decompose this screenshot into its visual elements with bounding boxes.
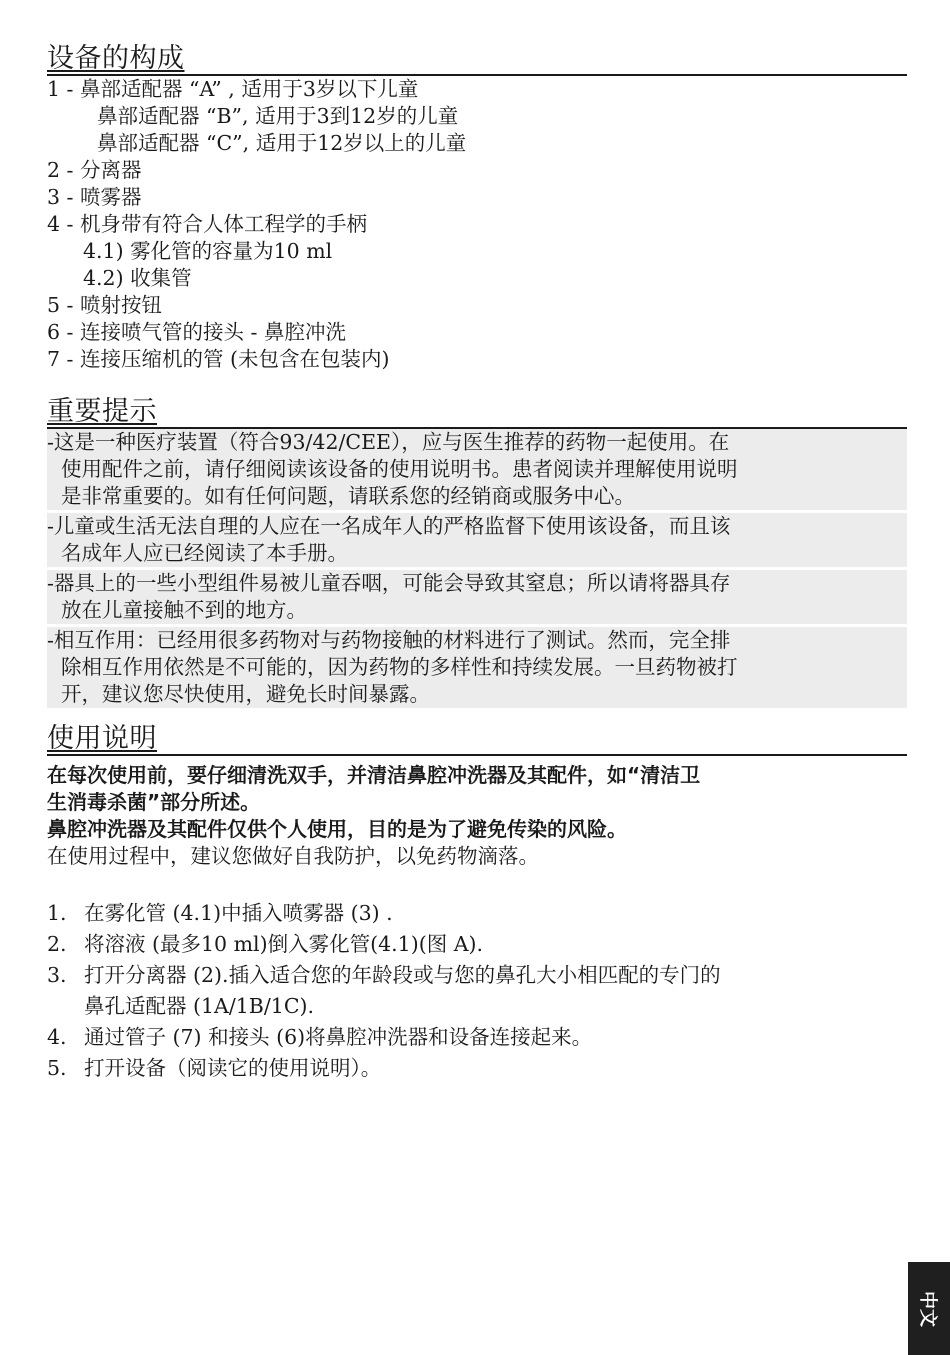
list-item: 3 - 喷雾器: [47, 185, 142, 209]
step-item: [47, 960, 907, 1022]
composition-title: 设备的构成: [47, 43, 185, 74]
language-label: 中文: [917, 1290, 938, 1327]
usage-intro: [47, 762, 907, 870]
note-line: -这是一种医疗装置（符合93/42/CEE），应与医生推荐的药物一起使用。在: [47, 430, 730, 454]
section-rule: [47, 427, 907, 429]
warning-note: [47, 570, 907, 624]
section-rule: [47, 754, 907, 756]
note-line: -器具上的一些小型组件易被儿童吞咽，可能会导致其窒息；所以请将器具存: [47, 571, 731, 595]
step-number: 1.: [47, 901, 67, 925]
note-line: -相互作用：已经用很多药物对与药物接触的材料进行了测试。然而，完全排: [47, 628, 731, 652]
plain-instruction: 在使用过程中，建议您做好自我防护，以免药物滴落。: [47, 844, 539, 868]
warnings-list: [47, 429, 907, 708]
step-item: [47, 929, 907, 960]
note-line: 是非常重要的。如有任何问题，请联系您的经销商或服务中心。: [61, 484, 635, 508]
list-item: 5 - 喷射按钮: [47, 293, 163, 317]
language-tab: [908, 1262, 950, 1355]
warning-note: [47, 429, 907, 510]
note-line: 名成年人应已经阅读了本手册。: [61, 541, 348, 565]
warning-note: [47, 513, 907, 567]
step-item: [47, 1053, 907, 1084]
list-item: 4 - 机身带有符合人体工程学的手柄: [47, 212, 368, 236]
list-item: 4.1) 雾化管的容量为10 ml: [83, 239, 333, 263]
list-item: 鼻部适配器 “C”, 适用于12岁以上的儿童: [97, 131, 467, 155]
composition-header: [47, 40, 907, 76]
manual-page: [47, 40, 907, 1084]
step-text: 在雾化管 (4.1)中插入喷雾器 (3) .: [84, 901, 393, 925]
list-item: 4.2) 收集管: [83, 266, 192, 290]
bold-instruction: 鼻腔冲洗器及其配件仅供个人使用，目的是为了避免传染的风险。: [47, 817, 627, 841]
step-text: 将溶液 (最多10 ml)倒入雾化管(4.1)(图 A).: [84, 932, 484, 956]
bold-instruction: 在每次使用前，要仔细清洗双手，并清洁鼻腔冲洗器及其配件，如“清洁卫: [47, 763, 701, 787]
step-number: 2.: [47, 932, 67, 956]
list-item: 2 - 分离器: [47, 158, 142, 182]
step-text: 通过管子 (7) 和接头 (6)将鼻腔冲洗器和设备连接起来。: [84, 1025, 593, 1049]
step-text-block: [84, 960, 907, 1022]
usage-header: [47, 720, 907, 756]
list-item: 6 - 连接喷气管的接头 - 鼻腔冲洗: [47, 320, 346, 344]
warnings-title: 重要提示: [47, 396, 157, 427]
note-line: 放在儿童接触不到的地方。: [61, 598, 307, 622]
step-number: 3.: [47, 963, 67, 987]
list-item: 1 - 鼻部适配器 “A” , 适用于3岁以下儿童: [47, 77, 419, 101]
section-rule: [47, 74, 907, 76]
usage-title: 使用说明: [47, 723, 157, 754]
note-line: 除相互作用依然是不可能的，因为药物的多样性和持续发展。一旦药物被打: [61, 655, 738, 679]
step-text: 打开设备（阅读它的使用说明）。: [84, 1056, 382, 1080]
note-line: 开，建议您尽快使用，避免长时间暴露。: [61, 682, 430, 706]
step-number: 5.: [47, 1056, 67, 1080]
warning-note: [47, 627, 907, 708]
step-text: 鼻孔适配器 (1A/1B/1C).: [84, 994, 315, 1018]
step-number: 4.: [47, 1025, 67, 1049]
composition-list: [47, 76, 907, 373]
note-line: 使用配件之前，请仔细阅读该设备的使用说明书。患者阅读并理解使用说明: [61, 457, 738, 481]
list-item: 鼻部适配器 “B”, 适用于3到12岁的儿童: [97, 104, 459, 128]
note-line: -儿童或生活无法自理的人应在一名成年人的严格监督下使用该设备，而且该: [47, 514, 731, 538]
bold-instruction: 生消毒杀菌”部分所述。: [47, 790, 261, 814]
step-text: 打开分离器 (2).插入适合您的年龄段或与您的鼻孔大小相匹配的专门的: [84, 963, 721, 987]
list-item: 7 - 连接压缩机的管 (未包含在包装内): [47, 347, 390, 371]
step-item: [47, 1022, 907, 1053]
usage-steps: [47, 898, 907, 1084]
step-item: [47, 898, 907, 929]
warnings-header: [47, 393, 907, 429]
